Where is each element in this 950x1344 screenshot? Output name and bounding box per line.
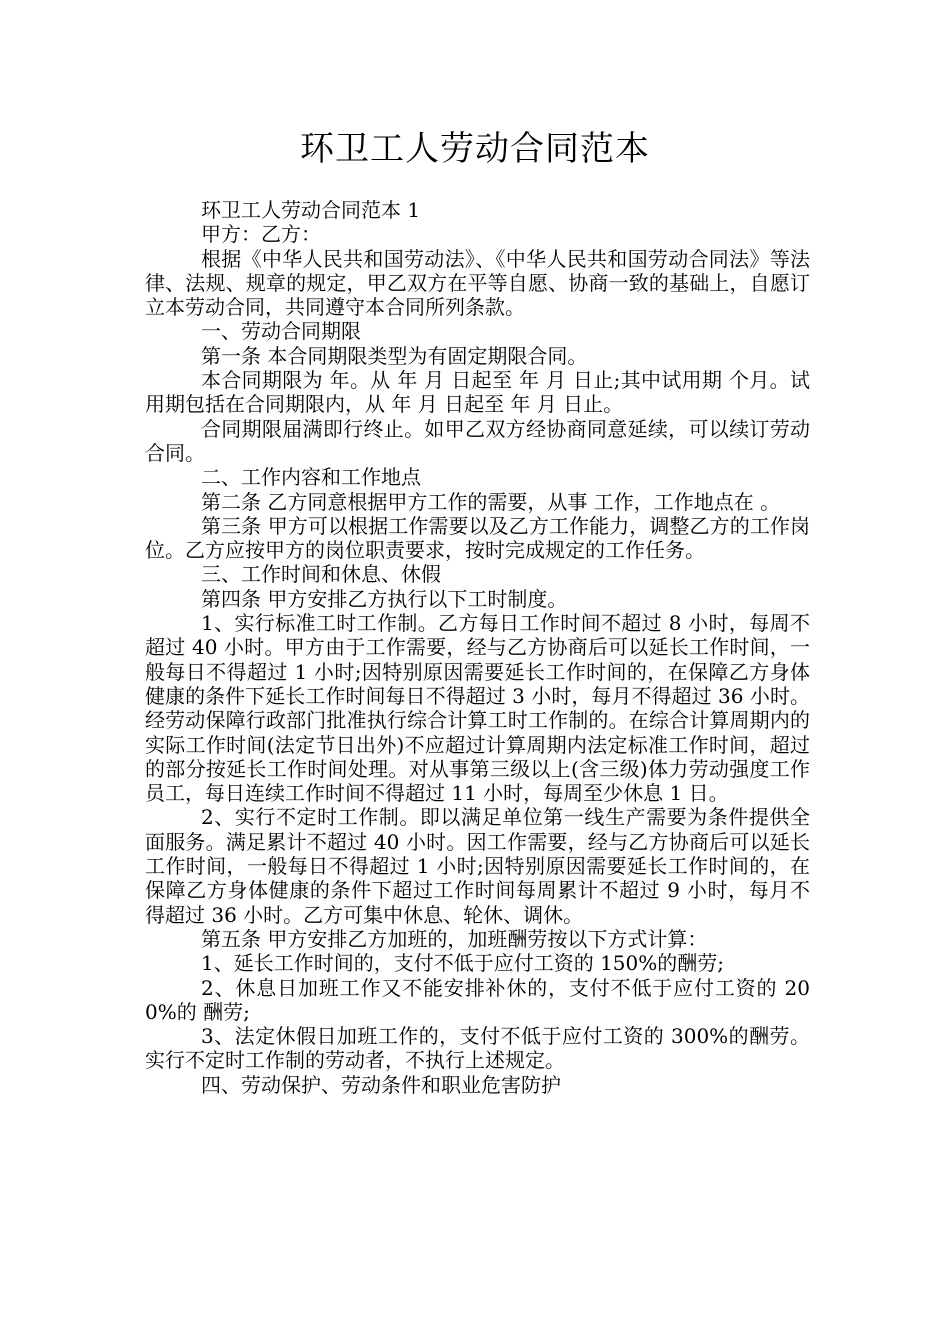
article-5-paragraph: 第五条 甲方安排乙方加班的，加班酬劳按以下方式计算： [201,926,708,951]
section-heading-2: 二、工作内容和工作地点 [201,465,421,490]
overtime-item-1: 1、延长工作时间的，支付不低于应付工资的 150%的酬劳; [201,951,724,976]
article-3-paragraph: 第三条 甲方可以根据工作需要以及乙方工作能力，调整乙方的工作岗 位。乙方应按甲方的岗位职责要求，按时完成规定的工作任务。 [145,513,810,563]
standard-hours-paragraph: 1、实行标准工时工作制。乙方每日工作时间不超过 8 小时，每周不超过 40 小时。甲方由于工作需要，经与乙方协商后可以延长工作时间，一般每日不得超过 1 小时;因特别原因需要延长工作时间的，在保障乙方身体健康的条件下延长工作时间每日不得超过 3 小时，每月不得超过 36 小时。经劳动保障行政部门批准执行综合计算工时工作制的。在综合计算周期内的实际工作时间(法定节日出外)不应超过计算周期内法定标准工作时间，超过的部分按延长工作时间处理。对从事第三级以上(含三级)体力劳动强度工作员工，每日连续工作时间不得超过 11 小时，每周至少休息 1 日。 [145,611,810,806]
document-title: 环卫工人劳动合同范本 [300,129,650,169]
overtime-item-2: 2、休息日加班工作又不能安排补休的，支付不低于应付工资的 200%的 酬劳; [145,975,810,1024]
flexible-hours-paragraph: 2、实行不定时工作制。即以满足单位第一线生产需要为条件提供全面服务。满足累计不超过 40 小时。因工作需要，经与乙方协商后可以延长工作时间，一般每日不得超过 1 小时;因特别原因需要延长工作时间的，在保障乙方身体健康的条件下超过工作时间每周累计不超过 9 小时，每月不得超过 36 小时。乙方可集中休息、轮休、调休。 [145,805,810,927]
subtitle-paragraph: 环卫工人劳动合同范本 1 [201,198,421,222]
section-heading-3: 三、工作时间和休息、休假 [201,562,441,587]
parties-paragraph: 甲方：乙方： [201,222,321,247]
preamble-paragraph: 根据《中华人民共和国劳动法》、《中华人民共和国劳动合同法》等法律、法规、规章的规定，甲乙双方在平等自愿、协商一致的基础上，自愿订立本劳动合同，共同遵守本合同所列条款。 [145,246,810,320]
overtime-item-3: 3、法定休假日加班工作的，支付不低于应付工资的 300%的酬劳。 实行不定时工作制的劳动者，不执行上述规定。 [145,1024,810,1073]
section-heading-1: 一、劳动合同期限 [201,319,361,344]
article-2-paragraph: 第二条 乙方同意根据甲方工作的需要，从事 工作，工作地点在 。 [201,489,781,514]
contract-term-paragraph: 本合同期限为 年。从 年 月 日起至 年 月 日止;其中试用期 个月。试用期包括在合同期限内，从 年 月 日起至 年 月 日止。 [145,368,810,417]
article-1-paragraph: 第一条 本合同期限类型为有固定期限合同。 [201,343,588,368]
section-heading-4: 四、劳动保护、劳动条件和职业危害防护 [201,1072,561,1097]
article-4-paragraph: 第四条 甲方安排乙方执行以下工时制度。 [201,586,568,611]
document-body [145,198,810,1097]
term-expiry-paragraph: 合同期限届满即行终止。如甲乙双方经协商同意延续，可以续订劳动合同。 [145,416,810,465]
